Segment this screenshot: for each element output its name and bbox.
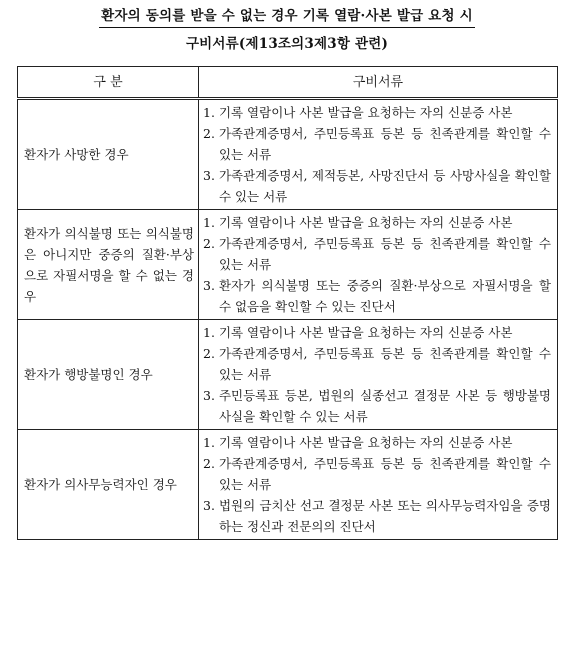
documents-cell <box>199 99 558 210</box>
document-title <box>0 6 574 54</box>
item-number: 1. <box>203 215 215 230</box>
item-number: 1. <box>203 325 215 340</box>
item-number: 3. <box>203 388 215 403</box>
item-number: 3. <box>203 278 215 293</box>
item-text: 기록 열람이나 사본 발급을 요청하는 자의 신분증 사본 <box>218 215 513 230</box>
item-number: 3. <box>203 168 215 183</box>
title-line-1: 환자의 동의를 받을 수 없는 경우 기록 열람·사본 발급 요청 시 <box>99 6 475 28</box>
item-number: 1. <box>203 105 215 120</box>
header-category: 구 분 <box>18 67 199 99</box>
document-item <box>203 385 551 427</box>
document-item <box>203 432 551 453</box>
item-text: 법원의 금치산 선고 결정문 사본 또는 의사무능력자임을 증명하는 정신과 전문의의 진단서 <box>218 498 551 534</box>
header-documents: 구비서류 <box>199 67 558 99</box>
item-number: 2. <box>203 456 215 471</box>
document-item <box>203 123 551 165</box>
document-item <box>203 275 551 317</box>
item-number: 2. <box>203 346 215 361</box>
required-documents-table <box>17 66 558 540</box>
document-item <box>203 102 551 123</box>
item-number: 2. <box>203 126 215 141</box>
item-text: 환자가 의식불명 또는 중증의 질환·부상으로 자필서명을 할 수 없음을 확인할 수 있는 진단서 <box>218 278 551 314</box>
table-header-row <box>18 67 558 99</box>
table-row <box>18 210 558 320</box>
case-cell: 환자가 의식불명 또는 의식불명은 아니지만 중증의 질환·부상으로 자필서명을 할 수 없는 경우 <box>18 210 199 320</box>
title-line-2: 구비서류(제13조의3제3항 관련) <box>185 36 389 52</box>
item-text: 가족관계증명서, 주민등록표 등본 등 친족관계를 확인할 수 있는 서류 <box>218 456 551 492</box>
document-item <box>203 165 551 207</box>
item-text: 기록 열람이나 사본 발급을 요청하는 자의 신분증 사본 <box>218 105 513 120</box>
case-cell: 환자가 사망한 경우 <box>18 99 199 210</box>
item-number: 3. <box>203 498 215 513</box>
documents-cell <box>199 430 558 540</box>
item-text: 주민등록표 등본, 법원의 실종선고 결정문 사본 등 행방불명 사실을 확인할 수 있는 서류 <box>218 388 551 424</box>
document-item <box>203 322 551 343</box>
item-text: 기록 열람이나 사본 발급을 요청하는 자의 신분증 사본 <box>218 435 513 450</box>
table-row <box>18 430 558 540</box>
item-text: 가족관계증명서, 제적등본, 사망진단서 등 사망사실을 확인할 수 있는 서류 <box>218 168 551 204</box>
document-item <box>203 453 551 495</box>
case-cell: 환자가 의사무능력자인 경우 <box>18 430 199 540</box>
table-row <box>18 99 558 210</box>
item-text: 가족관계증명서, 주민등록표 등본 등 친족관계를 확인할 수 있는 서류 <box>218 346 551 382</box>
document-item <box>203 212 551 233</box>
item-text: 가족관계증명서, 주민등록표 등본 등 친족관계를 확인할 수 있는 서류 <box>218 236 551 272</box>
document-item <box>203 343 551 385</box>
table-row <box>18 320 558 430</box>
case-cell: 환자가 행방불명인 경우 <box>18 320 199 430</box>
item-number: 1. <box>203 435 215 450</box>
documents-cell <box>199 320 558 430</box>
documents-cell <box>199 210 558 320</box>
item-text: 가족관계증명서, 주민등록표 등본 등 친족관계를 확인할 수 있는 서류 <box>218 126 551 162</box>
document-item <box>203 233 551 275</box>
item-text: 기록 열람이나 사본 발급을 요청하는 자의 신분증 사본 <box>218 325 513 340</box>
document-item <box>203 495 551 537</box>
item-number: 2. <box>203 236 215 251</box>
